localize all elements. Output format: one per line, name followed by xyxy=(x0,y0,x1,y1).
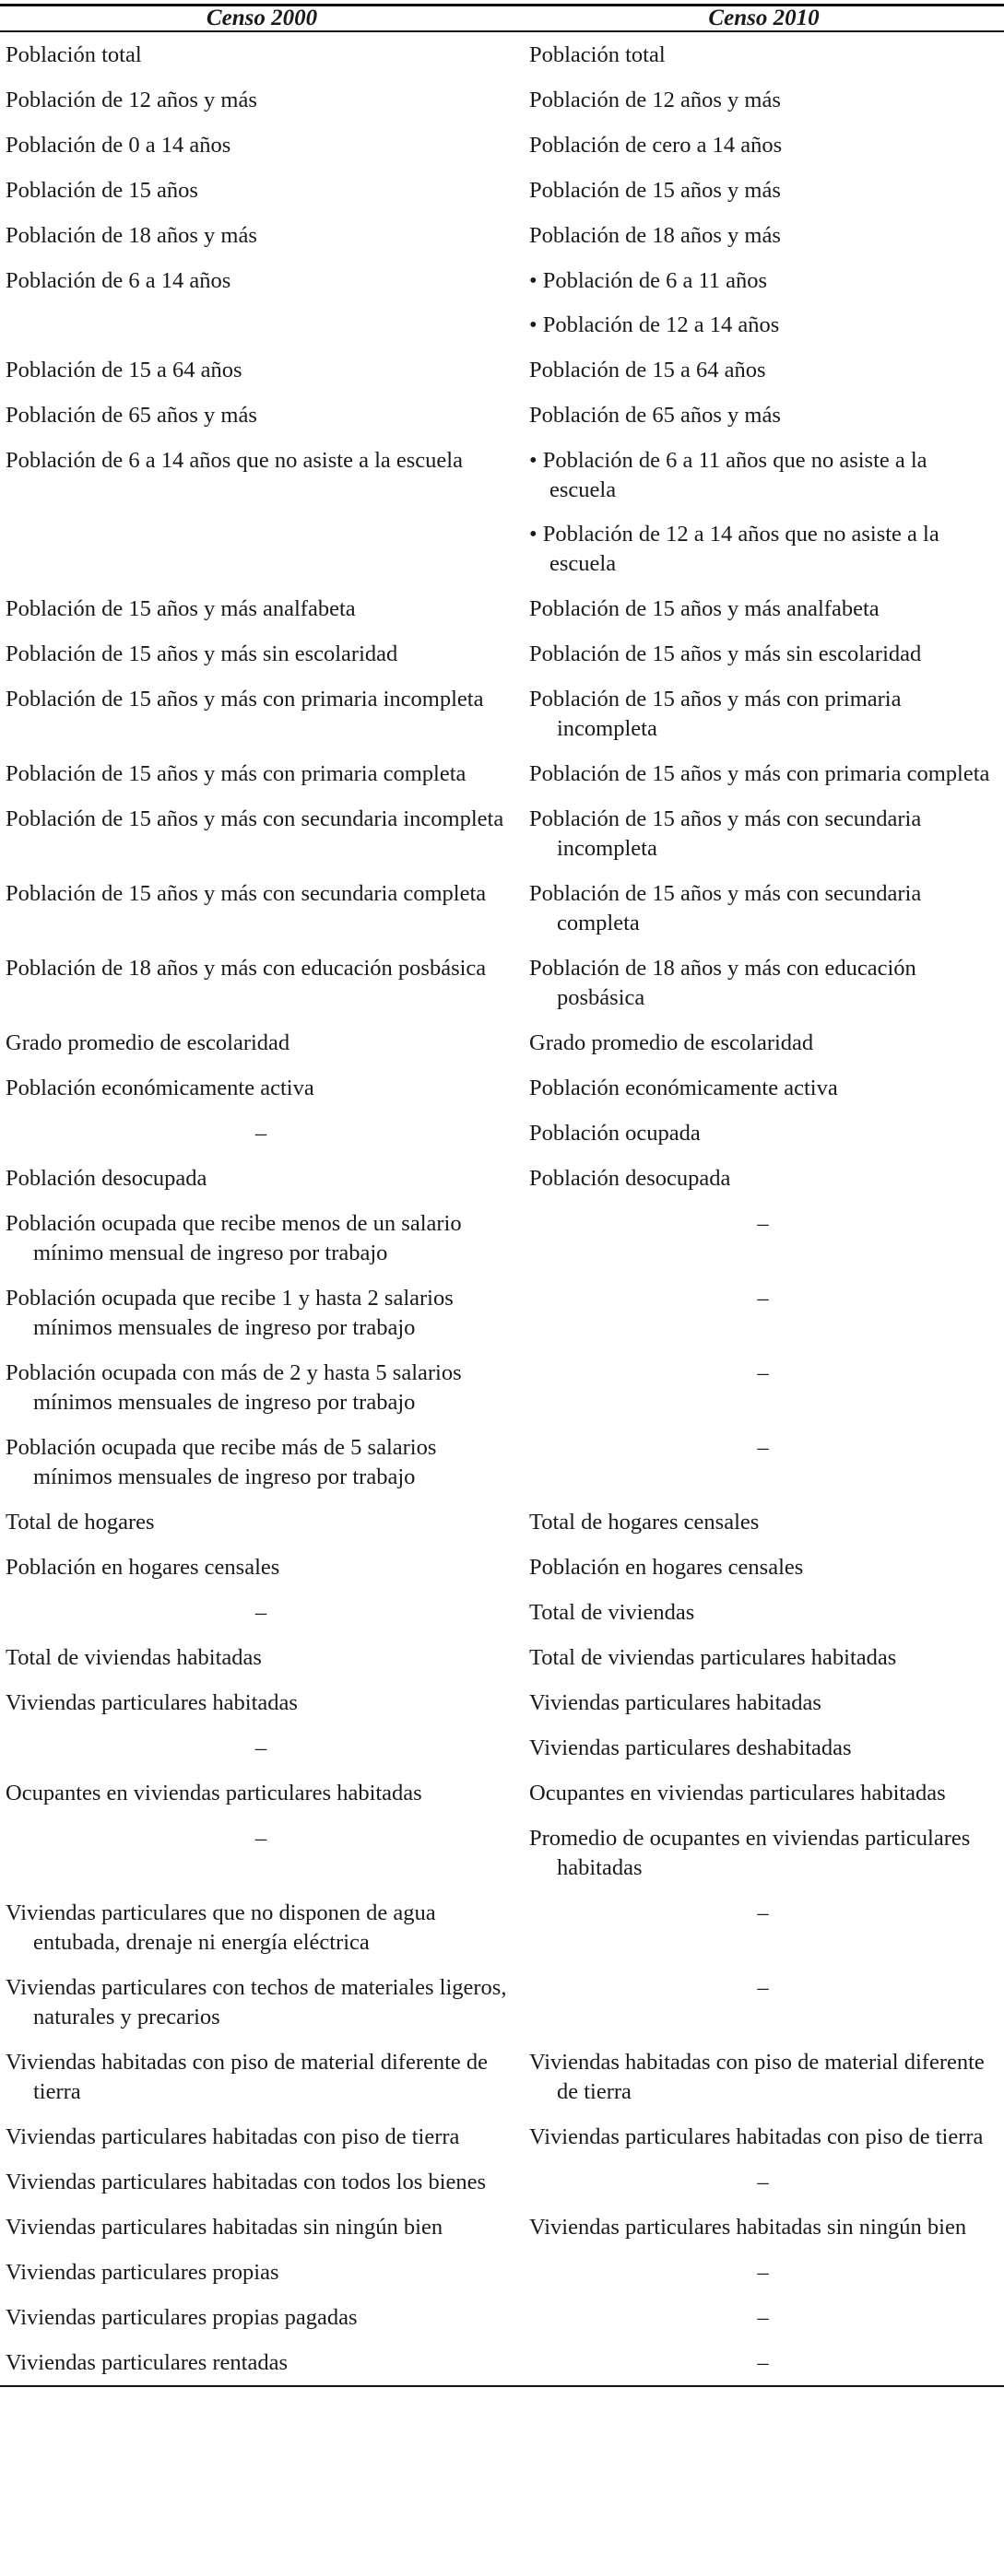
cell-censo-2010 xyxy=(524,1725,1004,1770)
cell-censo-2000 xyxy=(0,871,524,946)
cell-text: Población ocupada con más de 2 y hasta 5 salarios mínimos mensuales de ingreso por trabajo xyxy=(6,1360,462,1415)
cell-censo-2000 xyxy=(0,1500,524,1545)
cell-text: – xyxy=(254,1735,267,1760)
table-row xyxy=(0,1590,1004,1635)
table-body xyxy=(0,31,1004,2386)
cell-text: Viviendas particulares habitadas xyxy=(529,1690,821,1715)
bullet-text: Población de 12 a 14 años xyxy=(542,312,780,337)
table-row xyxy=(0,213,1004,258)
cell-text: Población de 15 a 64 años xyxy=(6,358,242,382)
cell-text: – xyxy=(757,1435,769,1460)
cell-text: – xyxy=(757,1360,769,1385)
table-row xyxy=(0,946,1004,1020)
table-row xyxy=(0,2040,1004,2114)
cell-text: Población ocupada que recibe menos de un salario mínimo mensual de ingreso por trabajo xyxy=(6,1211,462,1265)
cell-text: Población de 15 años y más analfabeta xyxy=(529,596,880,621)
cell-censo-2000 xyxy=(0,1635,524,1680)
cell-censo-2000 xyxy=(0,631,524,676)
cell-text: Viviendas habitadas con piso de material diferente de tierra xyxy=(529,2050,985,2104)
cell-text: Población de 15 años y más con primaria incompleta xyxy=(529,687,902,741)
cell-censo-2000 xyxy=(0,676,524,751)
cell-text: Población económicamente activa xyxy=(529,1076,838,1100)
cell-censo-2010 xyxy=(524,1020,1004,1065)
cell-censo-2010 xyxy=(524,2340,1004,2386)
cell-censo-2010 xyxy=(524,1065,1004,1111)
cell-text: Viviendas particulares con techos de materiales ligeros, naturales y precarios xyxy=(6,1975,507,2029)
cell-text: Ocupantes en viviendas particulares habitadas xyxy=(6,1781,422,1806)
cell-censo-2010 xyxy=(524,1425,1004,1500)
cell-censo-2000 xyxy=(0,1111,524,1156)
bullet-item xyxy=(529,446,997,505)
cell-censo-2010 xyxy=(524,1890,1004,1965)
table-row xyxy=(0,438,1004,586)
cell-text: Población de 6 a 14 años xyxy=(6,268,231,293)
cell-text: Población de 18 años y más con educación posbásica xyxy=(529,956,916,1010)
cell-text: Población ocupada xyxy=(529,1121,701,1146)
table-row xyxy=(0,1201,1004,1276)
cell-censo-2010 xyxy=(524,1201,1004,1276)
table-row xyxy=(0,1350,1004,1425)
table-row xyxy=(0,2205,1004,2250)
cell-text: – xyxy=(757,2350,769,2375)
table-row xyxy=(0,1545,1004,1590)
cell-text: Ocupantes en viviendas particulares habitadas xyxy=(529,1781,946,1806)
cell-text: Población de 15 años y más con secundaria incompleta xyxy=(529,806,922,861)
cell-censo-2000 xyxy=(0,1770,524,1816)
cell-censo-2000 xyxy=(0,1065,524,1111)
cell-text: Población desocupada xyxy=(6,1166,207,1191)
cell-censo-2000 xyxy=(0,1020,524,1065)
cell-text: Población de 15 años y más con primaria completa xyxy=(6,761,467,786)
cell-censo-2010 xyxy=(524,1111,1004,1156)
cell-text: Población en hogares censales xyxy=(6,1555,280,1580)
cell-text: Total de hogares xyxy=(6,1510,155,1535)
cell-text: Población de 15 años xyxy=(6,178,198,203)
cell-censo-2000 xyxy=(0,1680,524,1725)
cell-text: Población de 65 años y más xyxy=(529,403,781,428)
header-censo-2010: Censo 2010 xyxy=(708,6,820,30)
bullet-text: Población de 6 a 11 años que no asiste a la escuela xyxy=(542,448,927,502)
bullet-item xyxy=(529,266,997,296)
cell-text: Población de 18 años y más xyxy=(6,223,257,248)
cell-text: Población económicamente activa xyxy=(6,1076,314,1100)
cell-censo-2010 xyxy=(524,77,1004,123)
cell-text: Total de viviendas habitadas xyxy=(6,1645,262,1670)
cell-text: – xyxy=(254,1121,267,1146)
cell-censo-2010 xyxy=(524,258,1004,347)
cell-censo-2000 xyxy=(0,1156,524,1201)
cell-text: Población de 15 a 64 años xyxy=(529,358,766,382)
cell-censo-2000 xyxy=(0,586,524,631)
cell-censo-2010 xyxy=(524,2114,1004,2159)
table-row xyxy=(0,77,1004,123)
cell-text: Total de viviendas xyxy=(529,1600,695,1625)
table-row xyxy=(0,2250,1004,2295)
table-row xyxy=(0,31,1004,77)
table-row xyxy=(0,2295,1004,2340)
cell-text: Población desocupada xyxy=(529,1166,731,1191)
cell-censo-2010 xyxy=(524,123,1004,168)
cell-text: Población de 18 años y más xyxy=(529,223,781,248)
cell-text: – xyxy=(757,2305,769,2330)
cell-text: Población de 15 años y más analfabeta xyxy=(6,596,356,621)
cell-censo-2000 xyxy=(0,1965,524,2040)
cell-text: Población de 15 años y más con secundaria incompleta xyxy=(6,806,504,831)
bullet-icon: • xyxy=(529,312,543,337)
cell-text: Viviendas particulares habitadas sin ningún bien xyxy=(529,2215,967,2240)
cell-text: Población ocupada que recibe más de 5 salarios mínimos mensuales de ingreso por trabajo xyxy=(6,1435,437,1489)
table-row xyxy=(0,123,1004,168)
table-row xyxy=(0,258,1004,347)
cell-censo-2010 xyxy=(524,796,1004,871)
cell-text: – xyxy=(757,2170,769,2194)
cell-censo-2000 xyxy=(0,213,524,258)
cell-text: Grado promedio de escolaridad xyxy=(529,1030,814,1055)
cell-censo-2010 xyxy=(524,2295,1004,2340)
cell-text: Viviendas particulares rentadas xyxy=(6,2350,289,2375)
table-row xyxy=(0,2340,1004,2386)
cell-text: Viviendas particulares habitadas sin ningún bien xyxy=(6,2215,443,2240)
cell-text: Población de 0 a 14 años xyxy=(6,133,231,158)
cell-censo-2010 xyxy=(524,1350,1004,1425)
census-comparison-table xyxy=(0,4,1004,2387)
cell-text: Población de 15 años y más con primaria completa xyxy=(529,761,990,786)
table-row xyxy=(0,1425,1004,1500)
cell-censo-2000 xyxy=(0,123,524,168)
table-row xyxy=(0,586,1004,631)
cell-text: Población ocupada que recibe 1 y hasta 2 salarios mínimos mensuales de ingreso por trabajo xyxy=(6,1286,454,1340)
cell-text: – xyxy=(254,1826,267,1851)
cell-censo-2010 xyxy=(524,1500,1004,1545)
bullet-icon: • xyxy=(529,268,543,293)
table-row xyxy=(0,1635,1004,1680)
cell-censo-2000 xyxy=(0,258,524,347)
cell-text: Población de 15 años y más sin escolaridad xyxy=(6,641,398,666)
cell-text: Viviendas habitadas con piso de material diferente de tierra xyxy=(6,2050,489,2104)
cell-text: Población de 12 años y más xyxy=(529,88,781,112)
cell-censo-2000 xyxy=(0,347,524,393)
cell-censo-2000 xyxy=(0,2340,524,2386)
cell-text: Población total xyxy=(6,42,142,67)
table-row xyxy=(0,1890,1004,1965)
cell-censo-2010 xyxy=(524,676,1004,751)
cell-censo-2010 xyxy=(524,1965,1004,2040)
cell-censo-2000 xyxy=(0,1276,524,1350)
table-row xyxy=(0,1500,1004,1545)
cell-censo-2010 xyxy=(524,586,1004,631)
cell-censo-2000 xyxy=(0,2114,524,2159)
cell-text: Viviendas particulares propias xyxy=(6,2260,279,2285)
cell-text: Población de 12 años y más xyxy=(6,88,257,112)
cell-text: Total de hogares censales xyxy=(529,1510,760,1535)
cell-text: Viviendas particulares habitadas con piso de tierra xyxy=(529,2124,984,2149)
table-row xyxy=(0,168,1004,213)
table-row xyxy=(0,1111,1004,1156)
cell-censo-2000 xyxy=(0,168,524,213)
cell-text: Viviendas particulares habitadas con todos los bienes xyxy=(6,2170,487,2194)
table-row xyxy=(0,2114,1004,2159)
table-row xyxy=(0,1965,1004,2040)
cell-censo-2010 xyxy=(524,213,1004,258)
cell-text: Viviendas particulares propias pagadas xyxy=(6,2305,358,2330)
table-row xyxy=(0,1020,1004,1065)
cell-text: Viviendas particulares habitadas xyxy=(6,1690,298,1715)
table-row xyxy=(0,796,1004,871)
cell-censo-2010 xyxy=(524,31,1004,77)
cell-text: Población de 6 a 14 años que no asiste a la escuela xyxy=(6,448,463,473)
cell-censo-2000 xyxy=(0,1590,524,1635)
cell-censo-2010 xyxy=(524,1156,1004,1201)
cell-text: Población de 15 años y más xyxy=(529,178,781,203)
bullet-icon: • xyxy=(529,448,543,473)
cell-text: – xyxy=(757,1975,769,2000)
bullet-item xyxy=(529,520,997,579)
bullet-icon: • xyxy=(529,522,543,547)
table-row xyxy=(0,1816,1004,1890)
cell-censo-2010 xyxy=(524,347,1004,393)
header-row xyxy=(0,6,1004,32)
cell-text: Viviendas particulares habitadas con piso de tierra xyxy=(6,2124,460,2149)
cell-censo-2010 xyxy=(524,1770,1004,1816)
cell-text: – xyxy=(757,2260,769,2285)
cell-text: – xyxy=(757,1286,769,1311)
cell-text: – xyxy=(757,1900,769,1925)
cell-censo-2010 xyxy=(524,751,1004,796)
cell-censo-2000 xyxy=(0,2159,524,2205)
cell-censo-2000 xyxy=(0,31,524,77)
cell-censo-2000 xyxy=(0,2295,524,2340)
cell-text: Total de viviendas particulares habitadas xyxy=(529,1645,897,1670)
cell-text: Viviendas particulares deshabitadas xyxy=(529,1735,852,1760)
cell-censo-2010 xyxy=(524,1680,1004,1725)
cell-text: Viviendas particulares que no disponen de agua entubada, drenaje ni energía eléctrica xyxy=(6,1900,436,1955)
table-row xyxy=(0,393,1004,438)
table-row xyxy=(0,1065,1004,1111)
cell-censo-2010 xyxy=(524,2040,1004,2114)
cell-text: Población de 18 años y más con educación posbásica xyxy=(6,956,487,981)
cell-text: Población total xyxy=(529,42,666,67)
bullet-text: Población de 6 a 11 años xyxy=(542,268,768,293)
cell-censo-2010 xyxy=(524,393,1004,438)
table-row xyxy=(0,1156,1004,1201)
cell-censo-2000 xyxy=(0,2205,524,2250)
cell-censo-2000 xyxy=(0,1816,524,1890)
cell-censo-2010 xyxy=(524,1276,1004,1350)
cell-censo-2000 xyxy=(0,2250,524,2295)
cell-censo-2010 xyxy=(524,2250,1004,2295)
cell-censo-2000 xyxy=(0,77,524,123)
cell-text: Población de cero a 14 años xyxy=(529,133,783,158)
header-censo-2000: Censo 2000 xyxy=(206,6,318,30)
cell-censo-2000 xyxy=(0,796,524,871)
cell-censo-2010 xyxy=(524,2205,1004,2250)
cell-censo-2010 xyxy=(524,1816,1004,1890)
cell-censo-2000 xyxy=(0,751,524,796)
cell-censo-2000 xyxy=(0,1545,524,1590)
table-row xyxy=(0,1680,1004,1725)
table-row xyxy=(0,2159,1004,2205)
cell-text: Población de 15 años y más sin escolaridad xyxy=(529,641,922,666)
cell-text: Grado promedio de escolaridad xyxy=(6,1030,290,1055)
cell-censo-2010 xyxy=(524,168,1004,213)
cell-censo-2000 xyxy=(0,1890,524,1965)
cell-censo-2010 xyxy=(524,1545,1004,1590)
cell-text: Población de 65 años y más xyxy=(6,403,257,428)
bullet-text: Población de 12 a 14 años que no asiste a la escuela xyxy=(542,522,939,576)
cell-censo-2010 xyxy=(524,1635,1004,1680)
table-header xyxy=(0,6,1004,32)
table-row xyxy=(0,871,1004,946)
table-row xyxy=(0,676,1004,751)
table-row xyxy=(0,751,1004,796)
cell-censo-2010 xyxy=(524,946,1004,1020)
cell-censo-2010 xyxy=(524,1590,1004,1635)
cell-censo-2000 xyxy=(0,393,524,438)
cell-censo-2010 xyxy=(524,2159,1004,2205)
cell-text: – xyxy=(254,1600,267,1625)
cell-censo-2010 xyxy=(524,438,1004,586)
cell-text: Población de 15 años y más con primaria incompleta xyxy=(6,687,484,712)
table-row xyxy=(0,1725,1004,1770)
cell-censo-2010 xyxy=(524,631,1004,676)
table-row xyxy=(0,1770,1004,1816)
table-row xyxy=(0,347,1004,393)
cell-censo-2000 xyxy=(0,946,524,1020)
bullet-item xyxy=(529,311,997,340)
cell-censo-2010 xyxy=(524,871,1004,946)
cell-censo-2000 xyxy=(0,438,524,586)
cell-text: Población de 15 años y más con secundaria completa xyxy=(529,881,922,935)
cell-censo-2000 xyxy=(0,1725,524,1770)
cell-censo-2000 xyxy=(0,1201,524,1276)
cell-censo-2000 xyxy=(0,2040,524,2114)
cell-text: Población de 15 años y más con secundaria completa xyxy=(6,881,487,906)
table-row xyxy=(0,1276,1004,1350)
cell-censo-2000 xyxy=(0,1350,524,1425)
table-row xyxy=(0,631,1004,676)
cell-text: – xyxy=(757,1211,769,1236)
cell-censo-2000 xyxy=(0,1425,524,1500)
cell-text: Promedio de ocupantes en viviendas particulares habitadas xyxy=(529,1826,971,1880)
cell-text: Población en hogares censales xyxy=(529,1555,804,1580)
